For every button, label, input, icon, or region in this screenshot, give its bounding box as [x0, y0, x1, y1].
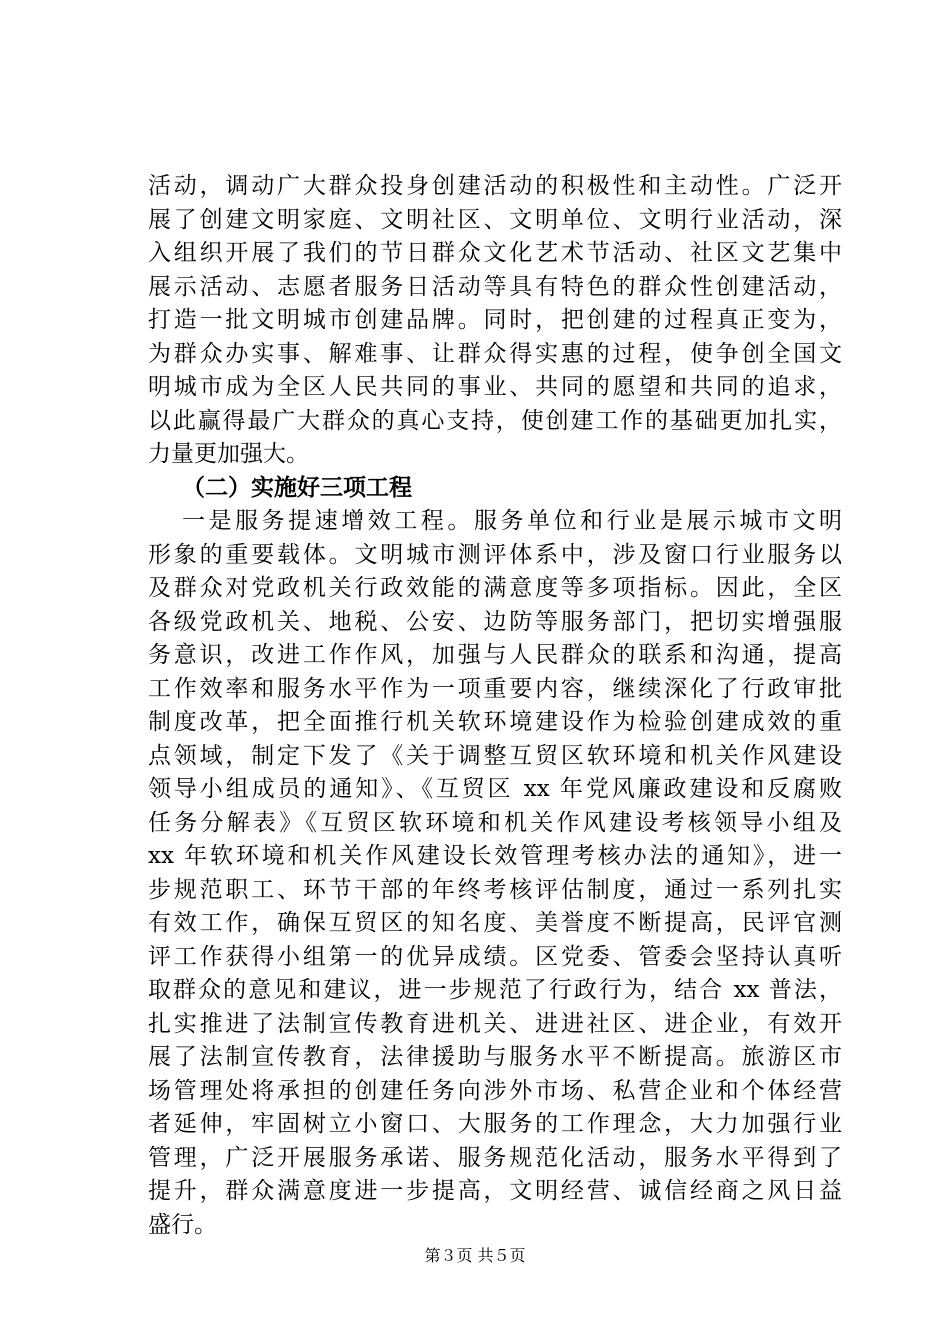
text-line: 以此赢得最广大群众的真心支持，使创建工作的基础更加扎实， [148, 407, 842, 434]
text-line: 各级党政机关、地税、公安、边防等服务部门，把切实增强服 [148, 608, 842, 635]
text-line: 展了法制宣传教育，法律援助与服务水平不断提高。旅游区市 [148, 1044, 842, 1070]
text-line: 扎实推进了法制宣传教育进机关、进进社区、进企业，有效开 [148, 1010, 842, 1037]
text-line: 务意识，改进工作作风，加强与人民群众的联系和沟通，提高 [148, 642, 842, 668]
text-line: 形象的重要载体。文明城市测评体系中，涉及窗口行业服务以 [148, 541, 842, 568]
text-line: 力量更加强大。 [148, 441, 309, 467]
text-line: 及群众对党政机关行政效能的满意度等多项指标。因此，全区 [148, 575, 842, 601]
paragraph-2 [148, 505, 842, 1242]
text-line: 入组织开展了我们的节日群众文化艺术节活动、社区文艺集中 [148, 240, 842, 266]
text-line: 领导小组成员的通知》、《互贸区 xx 年党风廉政建设和反腐败 [148, 776, 842, 802]
text-line: 工作效率和服务水平作为一项重要内容，继续深化了行政审批 [148, 675, 842, 702]
text-line: 活动，调动广大群众投身创建活动的积极性和主动性。广泛开 [148, 173, 842, 199]
text-line: 点领域，制定下发了《关于调整互贸区软环境和机关作风建设 [148, 742, 842, 769]
text-line: 打造一批文明城市创建品牌。同时，把创建的过程真正变为， [148, 307, 842, 333]
section-heading: （二）实施好三项工程 [182, 474, 412, 501]
text-line: 评工作获得小组第一的优异成绩。区党委、管委会坚持认真听 [148, 943, 842, 970]
text-line: 有效工作，确保互贸区的知名度、美誉度不断提高，民评官测 [148, 910, 842, 936]
text-line: 展示活动、志愿者服务日活动等具有特色的群众性创建活动， [148, 273, 842, 300]
text-line: 明城市成为全区人民共同的事业、共同的愿望和共同的追求， [148, 374, 842, 400]
text-line: 制度改革，把全面推行机关软环境建设作为检验创建成效的重 [148, 709, 842, 735]
text-line: 为群众办实事、解难事、让群众得实惠的过程，使争创全国文 [148, 340, 842, 367]
page-footer: 第３页 共５页 [424, 1246, 526, 1265]
document-body [148, 170, 842, 1242]
text-line: 管理，广泛开展服务承诺、服务规范化活动，服务水平得到了 [148, 1144, 842, 1171]
text-line: 步规范职工、环节干部的年终考核评估制度，通过一系列扎实 [148, 876, 842, 903]
text-line: 场管理处将承担的创建任务向涉外市场、私营企业和个体经营 [148, 1077, 842, 1104]
text-line: 展了创建文明家庭、文明社区、文明单位、文明行业活动，深 [148, 206, 842, 233]
text-line: 提升，群众满意度进一步提高，文明经营、诚信经商之风日益 [148, 1178, 842, 1204]
text-line: 盛行。 [148, 1211, 217, 1238]
text-line: xx 年软环境和机关作风建设长效管理考核办法的通知》，进一 [148, 843, 842, 869]
text-line: 任务分解表》《互贸区软环境和机关作风建设考核领导小组及 [148, 809, 842, 836]
text-line: 者延伸，牢固树立小窗口、大服务的工作理念，大力加强行业 [148, 1111, 842, 1137]
paragraph-1 [148, 170, 842, 472]
text-line: 一是服务提速增效工程。服务单位和行业是展示城市文明 [182, 508, 842, 534]
text-line: 取群众的意见和建议，进一步规范了行政行为，结合 xx 普法， [148, 977, 842, 1003]
